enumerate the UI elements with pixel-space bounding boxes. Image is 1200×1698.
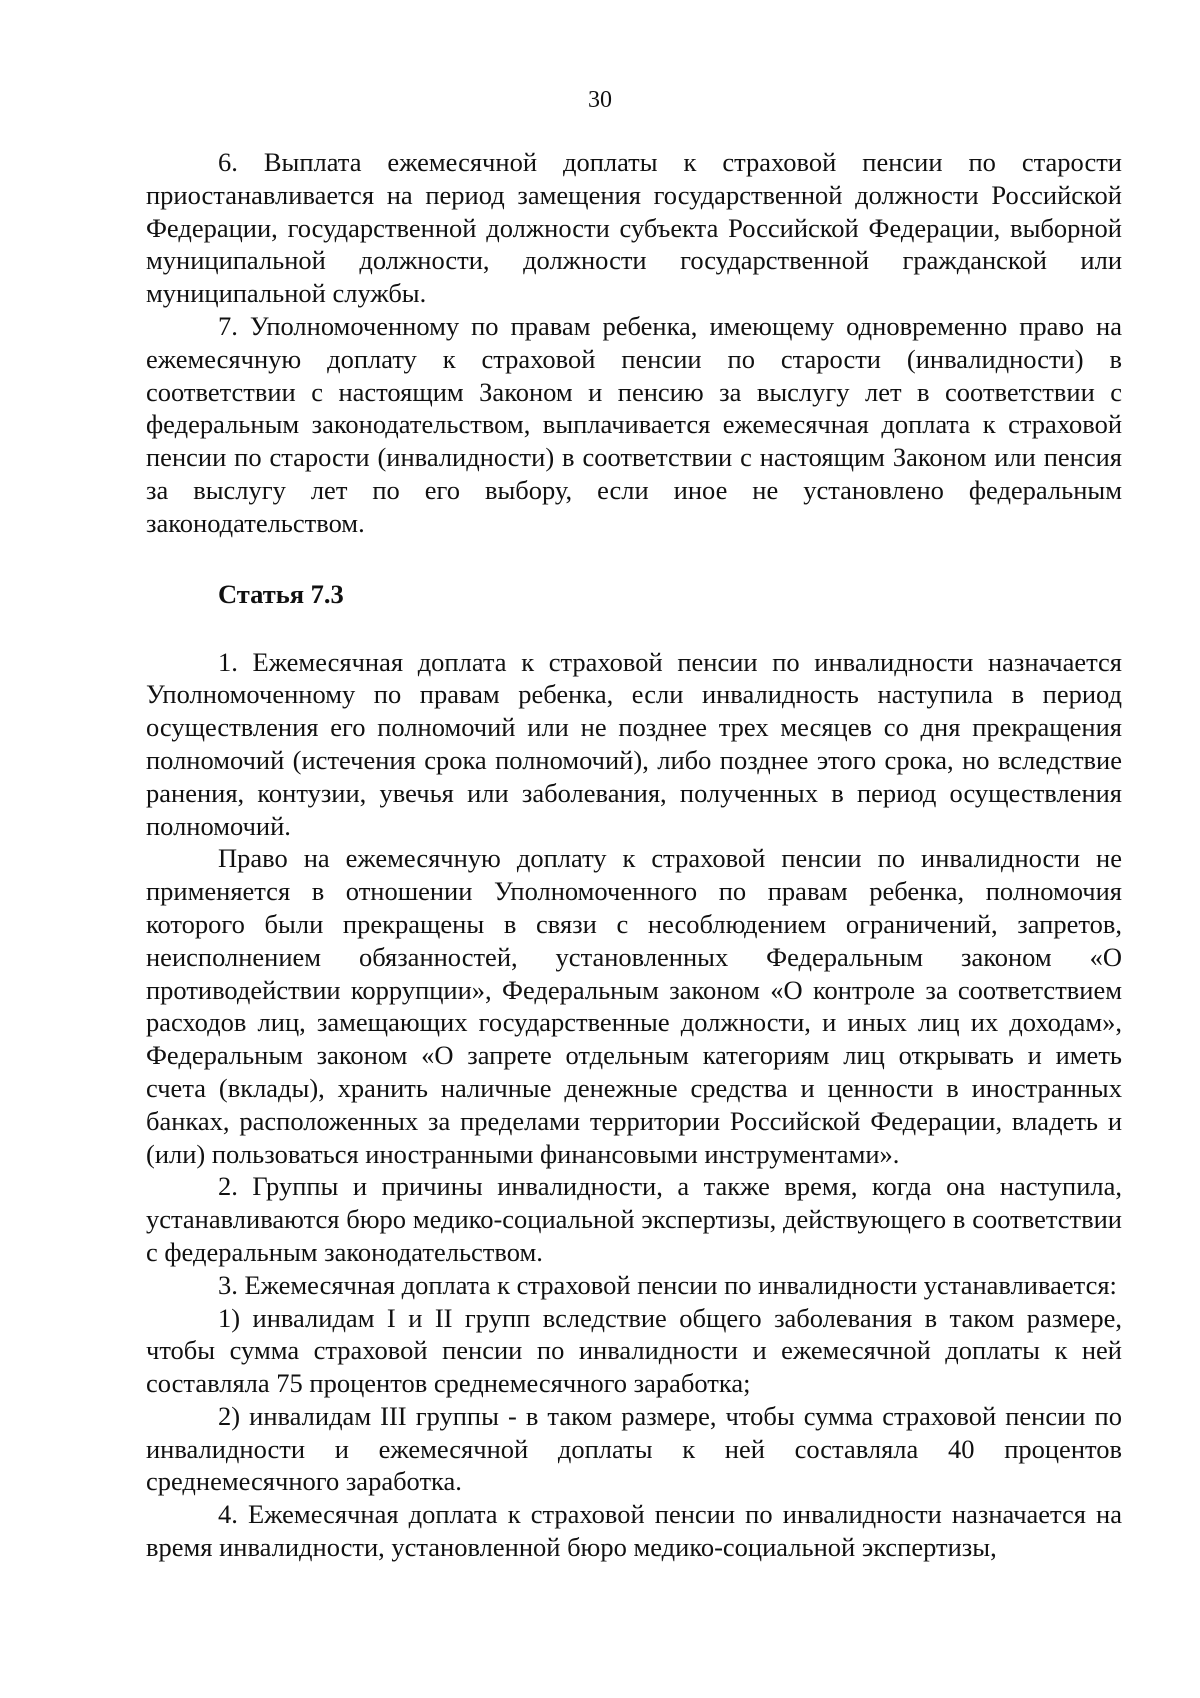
paragraph-7: 7. Уполномоченному по правам ребенка, имеющему одновременно право на ежемесячную доплату к страховой пенсии по старости (инвалидности) в соответствии с настоящим Законом и пенсию за выслугу лет в соответствии с федеральным законодательством, выплачивается ежемесячная доплата к страховой пенсии по старости (инвалидности) в соответствии с настоящим Законом или пенсия за выслугу лет по его выбору, если иное не установлено федеральным законодательством. — [146, 310, 1122, 538]
document-body — [146, 146, 1122, 1564]
article-7-3-item-1: 1) инвалидам I и II групп вследствие общего заболевания в таком размере, чтобы сумма страховой пенсии по инвалидности и ежемесячной доплаты к ней составляла 75 процентов среднемесячного заработка; — [146, 1302, 1122, 1399]
article-7-3-paragraph-exception: Право на ежемесячную доплату к страховой пенсии по инвалидности не применяется в отношении Уполномоченного по правам ребенка, полномочия которого были прекращены в связи с несоблюдением ограничений, запретов, неисполнением обязанностей, установленных Федеральным законом «О противодействии коррупции», Федеральным законом «О контроле за соответствием расходов лиц, замещающих государственные должности, и иных лиц их доходам», Федеральным законом «О запрете отдельным категориям лиц открывать и иметь счета (вклады), хранить наличные денежные средства и ценности в иностранных банках, расположенных за пределами территории Российской Федерации, владеть и (или) пользоваться иностранными финансовыми инструментами». — [146, 843, 1122, 1169]
article-7-3-item-2: 2) инвалидам III группы - в таком размере, чтобы сумма страховой пенсии по инвалидности и ежемесячной доплаты к ней составляла 40 процентов среднемесячного заработка. — [146, 1400, 1122, 1497]
article-7-3-paragraph-1: 1. Ежемесячная доплата к страховой пенсии по инвалидности назначается Уполномоченному по правам ребенка, если инвалидность наступила в период осуществления его полномочий или не позднее трех месяцев со дня прекращения полномочий (истечения срока полномочий), либо позднее этого срока, но вследствие ранения, контузии, увечья или заболевания, полученных в период осуществления полномочий. — [146, 646, 1122, 841]
paragraph-6: 6. Выплата ежемесячной доплаты к страховой пенсии по старости приостанавливается на период замещения государственной должности Российской Федерации, государственной должности субъекта Российской Федерации, выборной муниципальной должности, должности государственной гражданской или муниципальной службы. — [146, 147, 1122, 309]
article-7-3-paragraph-3: 3. Ежемесячная доплата к страховой пенсии по инвалидности устанавливается: — [218, 1269, 1117, 1300]
article-7-3-paragraph-2: 2. Группы и причины инвалидности, а также время, когда она наступила, устанавливаются бюро медико-социальной экспертизы, действующего в соответствии с федеральным законодательством. — [146, 1171, 1122, 1267]
article-heading: Статья 7.3 — [218, 578, 344, 609]
article-7-3-paragraph-4: 4. Ежемесячная доплата к страховой пенсии по инвалидности назначается на время инвалидности, установленной бюро медико-социальной экспертизы, — [146, 1499, 1122, 1563]
page-number: 30 — [588, 87, 612, 113]
